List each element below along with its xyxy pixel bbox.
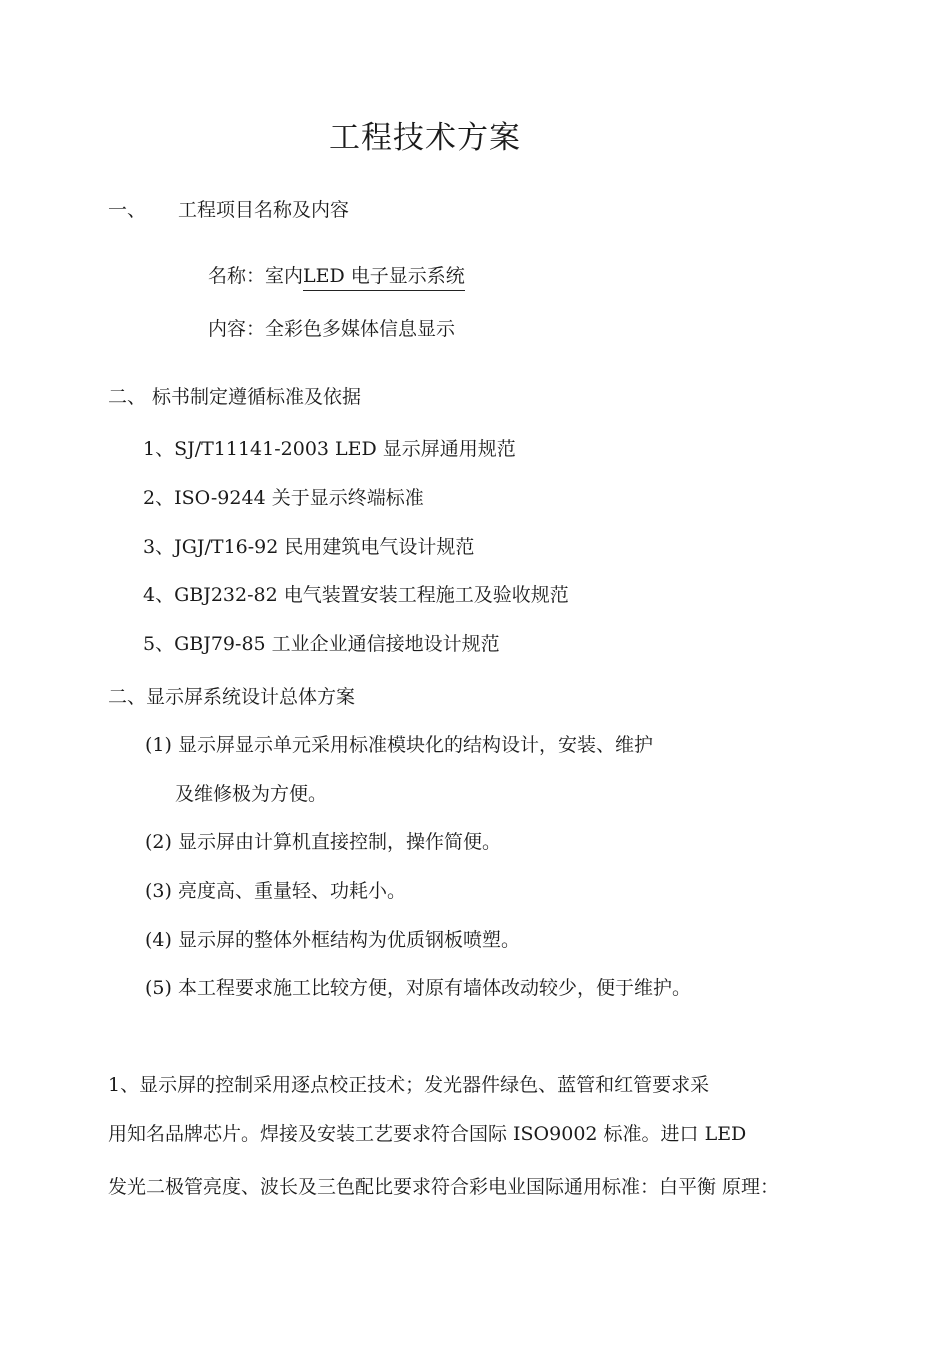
standard-item: 4、GBJ232-82 电气装置安装工程施工及验收规范 <box>143 584 569 606</box>
standard-item: 3、JGJ/T16-92 民用建筑电气设计规范 <box>143 536 475 558</box>
design-item: (1) 显示屏显示单元采用标准模块化的结构设计，安装、维护 <box>145 734 653 756</box>
document-title: 工程技术方案 <box>329 120 521 156</box>
design-item: (4) 显示屏的整体外框结构为优质钢板喷塑。 <box>145 929 520 951</box>
paragraph-line: 发光二极管亮度、波长及三色配比要求符合彩电业国际通用标准：白平衡 原理： <box>108 1176 780 1198</box>
project-name-value: LED 电子显示系统 <box>303 265 465 291</box>
design-item: (2) 显示屏由计算机直接控制，操作简便。 <box>145 831 501 853</box>
standard-item: 5、GBJ79-85 工业企业通信接地设计规范 <box>143 633 500 655</box>
section2-heading: 二、 标书制定遵循标准及依据 <box>108 386 362 408</box>
standard-item: 1、SJ/T11141-2003 LED 显示屏通用规范 <box>143 438 516 460</box>
paragraph-line: 用知名品牌芯片。焊接及安装工艺要求符合国际 ISO9002 标准。进口 LED <box>108 1123 747 1145</box>
section1-number: 一、 <box>108 199 147 221</box>
standard-item: 2、ISO-9244 关于显示终端标准 <box>143 487 424 509</box>
project-content-line: 内容：全彩色多媒体信息显示 <box>208 318 456 340</box>
design-item: (5) 本工程要求施工比较方便，对原有墙体改动较少，便于维护。 <box>145 977 691 999</box>
project-name-label: 名称：室内 <box>208 265 304 287</box>
paragraph-line: 1、显示屏的控制采用逐点校正技术；发光器件绿色、蓝管和红管要求采 <box>108 1074 710 1096</box>
design-item-continuation: 及维修极为方便。 <box>175 783 328 805</box>
section1-heading: 工程项目名称及内容 <box>178 199 350 221</box>
design-item: (3) 亮度高、重量轻、功耗小。 <box>145 880 406 902</box>
section3-heading: 二、显示屏系统设计总体方案 <box>108 686 356 708</box>
project-name-line <box>208 264 465 288</box>
